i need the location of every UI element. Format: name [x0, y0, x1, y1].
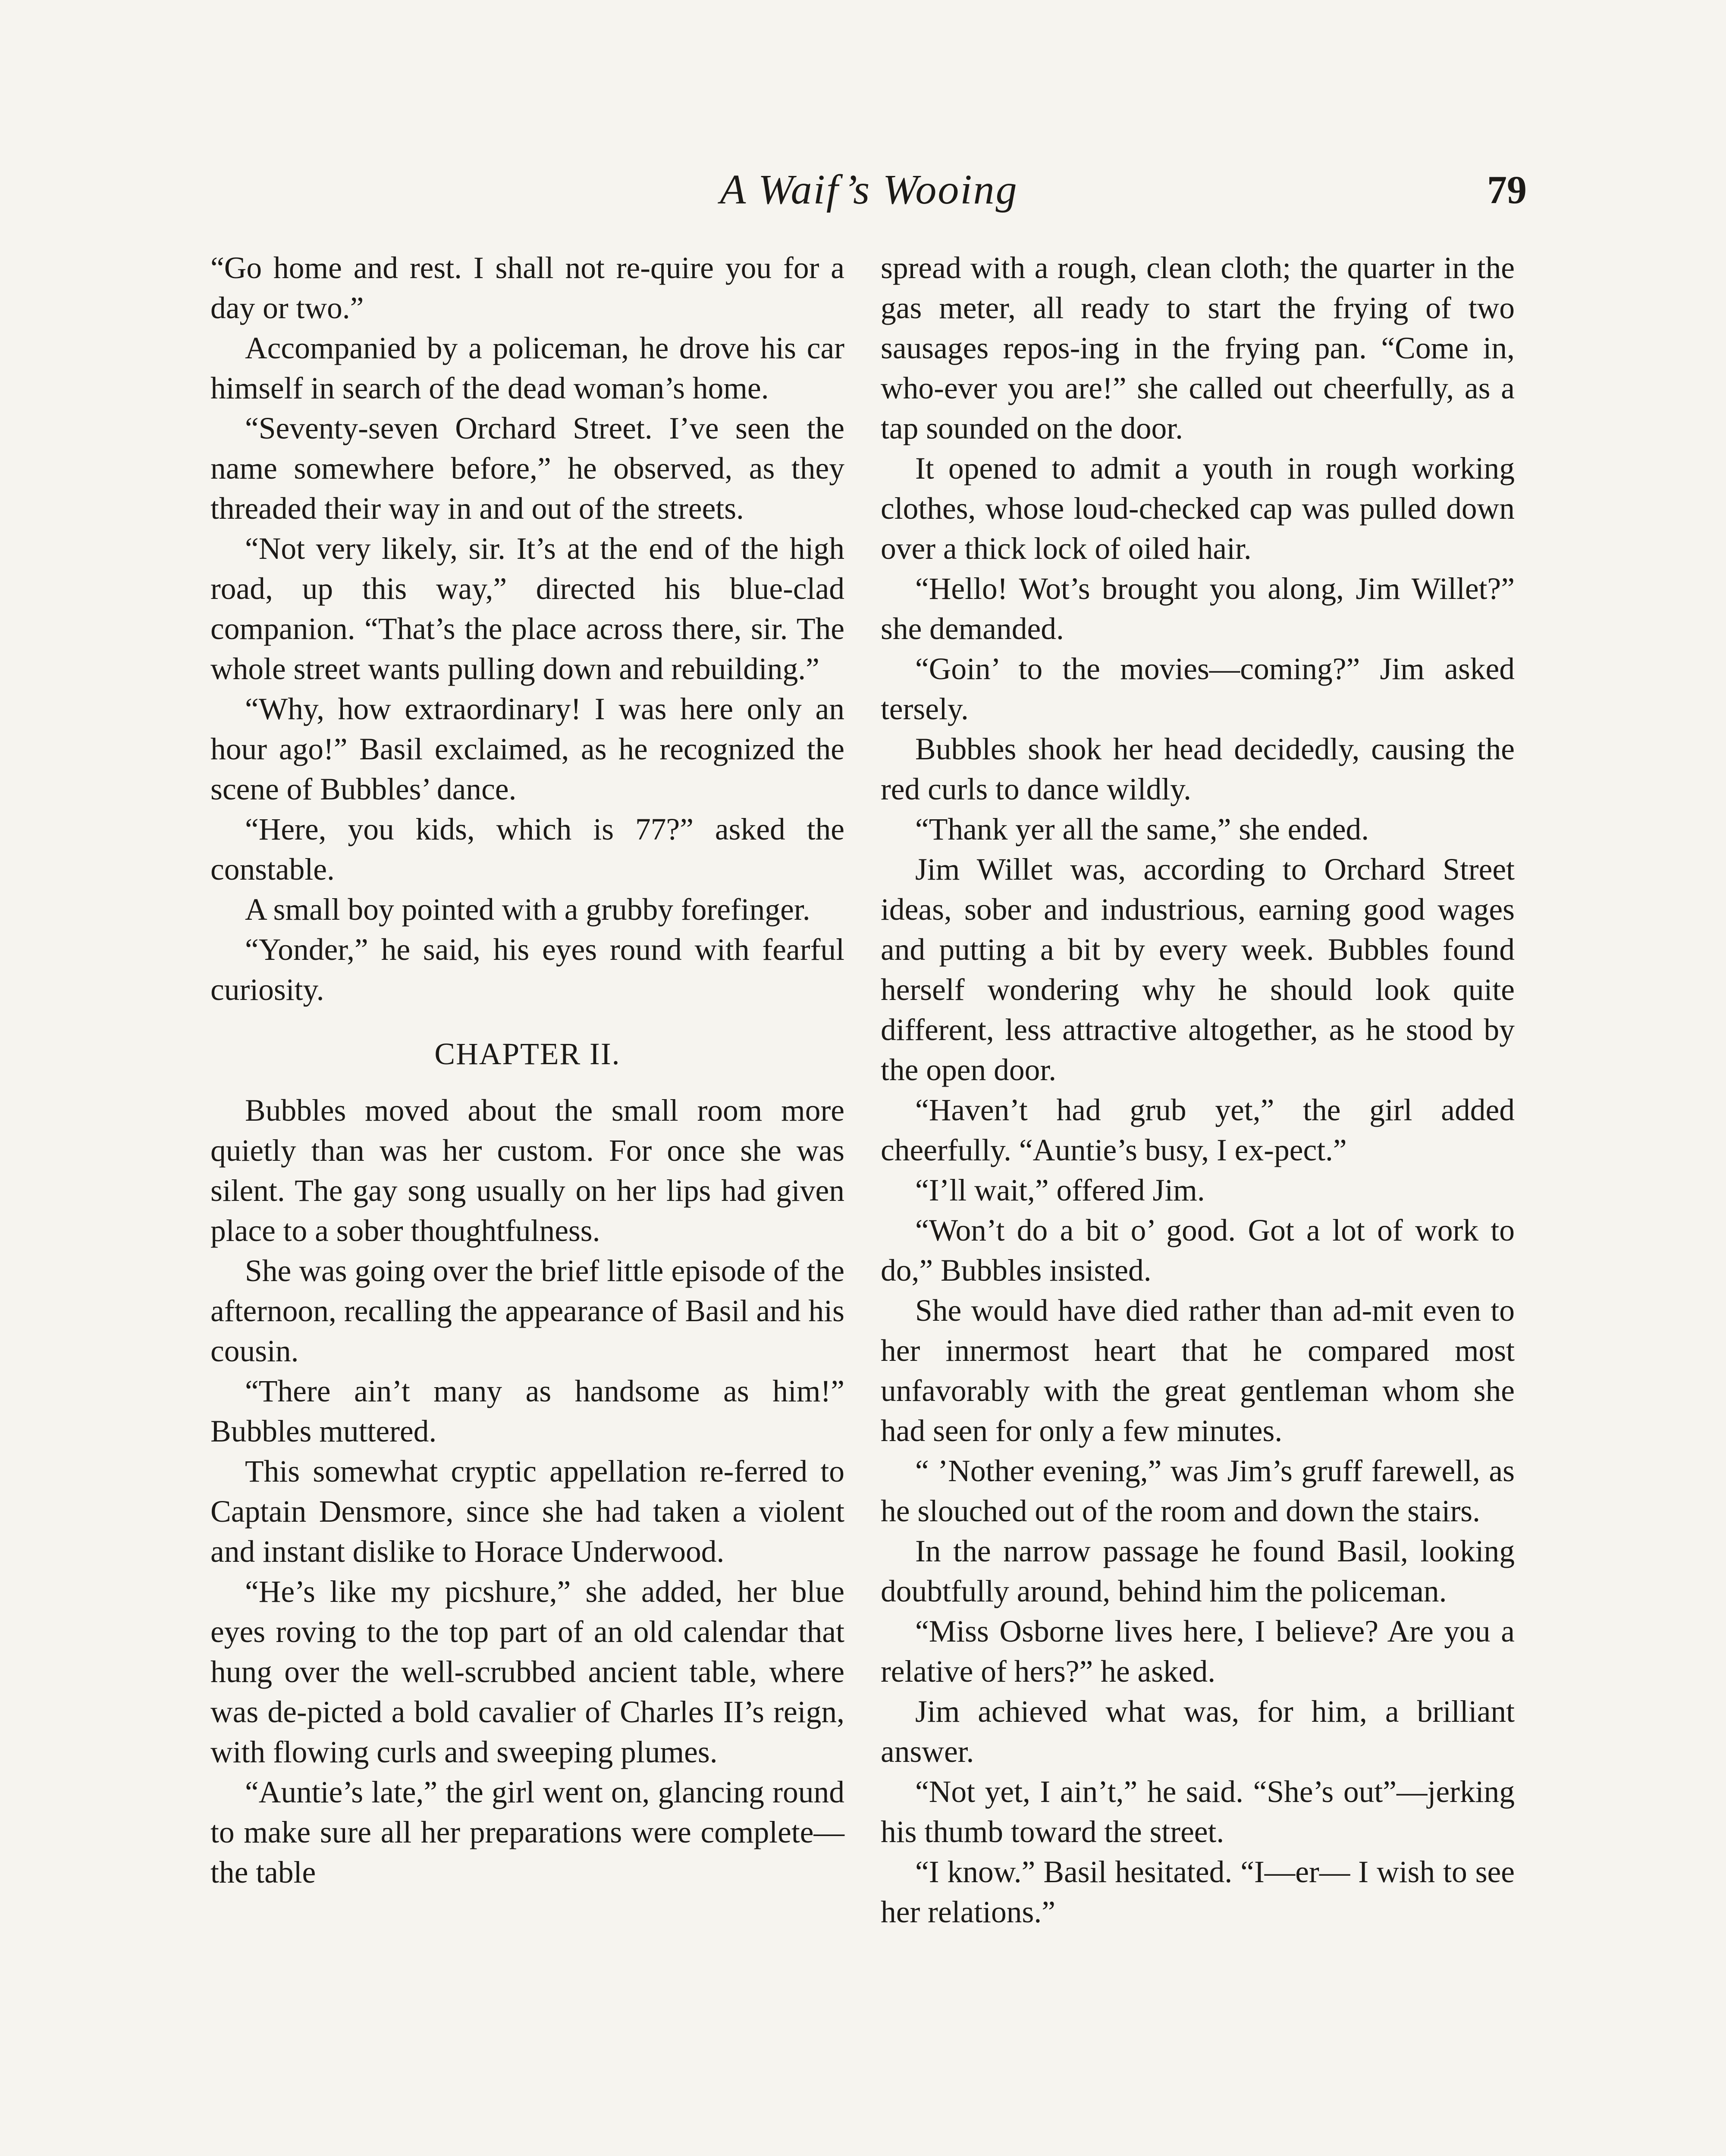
- paragraph: “ ’Nother evening,” was Jim’s gruff farewell, as he slouched out of the room and down the stairs.: [881, 1454, 1515, 1528]
- paragraph: “Haven’t had grub yet,” the girl added cheerfully. “Auntie’s busy, I ex-pect.”: [881, 1093, 1515, 1167]
- paragraph: Accompanied by a policeman, he drove his car himself in search of the dead woman’s home.: [210, 331, 844, 405]
- paragraph: Bubbles shook her head decidedly, causing the red curls to dance wildly.: [881, 732, 1515, 806]
- paragraph: “Won’t do a bit o’ good. Got a lot of work to do,” Bubbles insisted.: [881, 1213, 1515, 1288]
- paragraph: “Miss Osborne lives here, I believe? Are you a relative of hers?” he asked.: [881, 1614, 1515, 1689]
- paragraph: She would have died rather than ad-mit even to her innermost heart that he compared most unfavorably with the great gentleman whom she had seen for only a few minutes.: [881, 1294, 1515, 1448]
- right-column: [881, 248, 1515, 1932]
- paragraph: “Not very likely, sir. It’s at the end of the high road, up this way,” directed his blue-clad companion. “That’s the place across there, sir. The whole street wants pulling down and rebuilding.”: [210, 532, 844, 686]
- paragraph: She was going over the brief little episode of the afternoon, recalling the appearance of Basil and his cousin.: [210, 1254, 844, 1368]
- paragraph: “I know.” Basil hesitated. “I—er— I wish to see her relations.”: [881, 1855, 1515, 1929]
- paragraph: “Goin’ to the movies—coming?” Jim asked tersely.: [881, 652, 1515, 726]
- paragraph: Jim achieved what was, for him, a brilliant answer.: [881, 1695, 1515, 1769]
- paragraph: “Seventy-seven Orchard Street. I’ve seen the name somewhere before,” he observed, as they threaded their way in and out of the streets.: [210, 411, 844, 526]
- paragraph: A small boy pointed with a grubby forefinger.: [245, 893, 810, 927]
- paragraph: “He’s like my picshure,” she added, her blue eyes roving to the top part of an old calendar that hung over the well-scrubbed ancient table, where was de-picted a bold cavalier of Charles II’s reign, with flowing curls and sweeping plumes.: [210, 1575, 844, 1769]
- paragraph: In the narrow passage he found Basil, looking doubtfully around, behind him the policeman.: [881, 1534, 1515, 1608]
- paragraph: This somewhat cryptic appellation re-ferred to Captain Densmore, since she had taken a violent and instant dislike to Horace Underwood.: [210, 1454, 844, 1569]
- paragraph: “Thank yer all the same,” she ended.: [915, 812, 1369, 846]
- paragraph: “Not yet, I ain’t,” he said. “She’s out”—jerking his thumb toward the street.: [881, 1775, 1515, 1849]
- paragraph: “Why, how extraordinary! I was here only an hour ago!” Basil exclaimed, as he recognized the scene of Bubbles’ dance.: [210, 692, 844, 806]
- paragraph: spread with a rough, clean cloth; the quarter in the gas meter, all ready to start the frying of two sausages repos-ing in the frying pan. “Come in, who-ever you are!” she called out cheerfully, as a tap sounded on the door.: [881, 251, 1515, 445]
- paragraph: “Hello! Wot’s brought you along, Jim Willet?” she demanded.: [881, 572, 1515, 646]
- running-title: A Waif’s Wooing: [720, 166, 1018, 213]
- paragraph: “Auntie’s late,” the girl went on, glancing round to make sure all her preparations were complete—the table: [210, 1775, 844, 1890]
- chapter-heading: CHAPTER II.: [434, 1037, 621, 1071]
- paragraph: Bubbles moved about the small room more quietly than was her custom. For once she was silent. The gay song usually on her lips had given place to a sober thoughtfulness.: [210, 1094, 844, 1248]
- paragraph: “Yonder,” he said, his eyes round with fearful curiosity.: [210, 933, 844, 1007]
- page-header: [211, 160, 1527, 220]
- paragraph: It opened to admit a youth in rough working clothes, whose loud-checked cap was pulled down over a thick lock of oiled hair.: [881, 451, 1515, 566]
- page-number: 79: [1487, 168, 1527, 212]
- paragraph: “There ain’t many as handsome as him!” Bubbles muttered.: [210, 1374, 844, 1448]
- paragraph: Jim Willet was, according to Orchard Street ideas, sober and industrious, earning good wages and putting a bit by every week. Bubbles found herself wondering why he should look quite different, less attractive altogether, as he stood by the open door.: [881, 852, 1515, 1087]
- paragraph: “Here, you kids, which is 77?” asked the constable.: [210, 812, 844, 887]
- left-column: [210, 248, 844, 1893]
- paragraph: “I’ll wait,” offered Jim.: [915, 1173, 1205, 1207]
- paragraph: “Go home and rest. I shall not re-quire you for a day or two.”: [210, 251, 844, 325]
